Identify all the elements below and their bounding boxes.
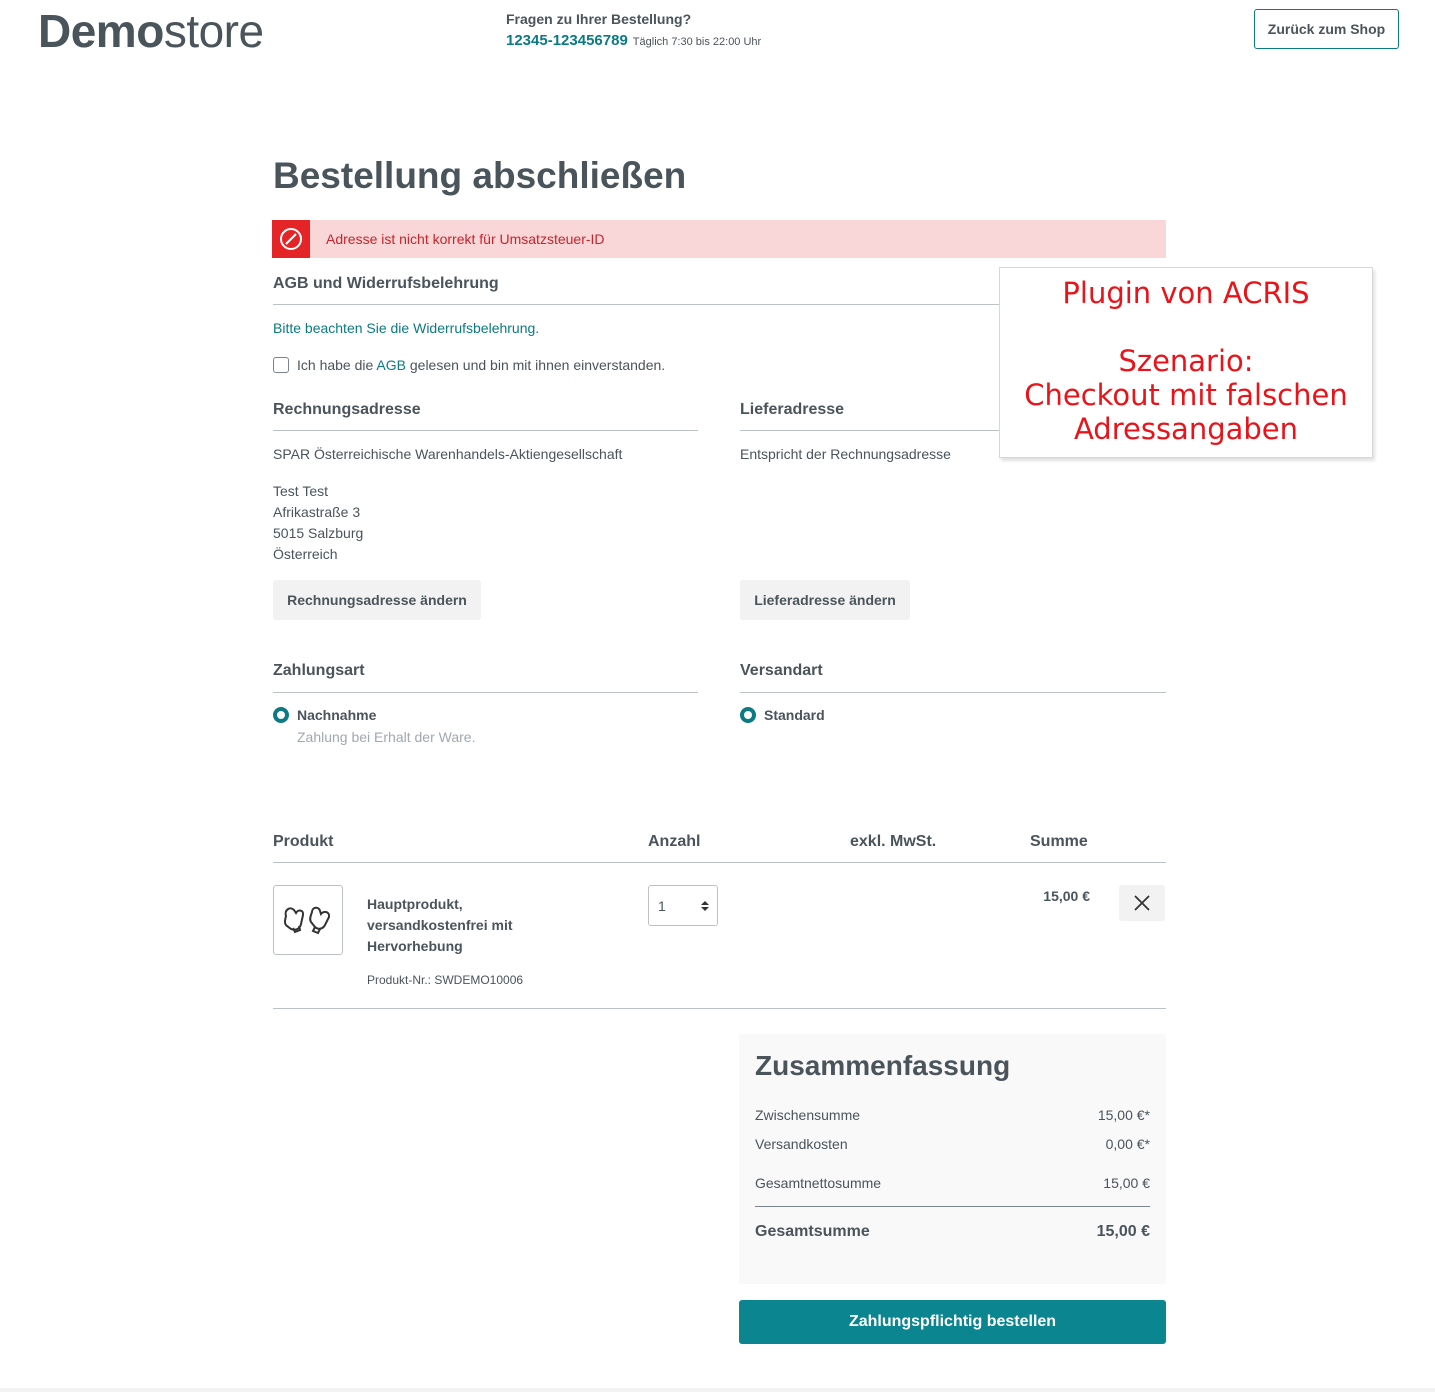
callout-line-1: Plugin von ACRIS: [1062, 276, 1310, 310]
payment-radio-nachnahme[interactable]: [273, 707, 289, 723]
alert-icon-box: [272, 220, 310, 258]
billing-name: Test Test: [273, 483, 328, 499]
grand-total-label: Gesamtsumme: [755, 1223, 870, 1240]
payment-divider: [273, 692, 698, 693]
shipping-same-as-billing: Entspricht der Rechnungsadresse: [740, 446, 951, 462]
select-arrows-icon: [701, 900, 709, 912]
agb-link[interactable]: AGB: [376, 357, 406, 373]
delivery-divider: [740, 692, 1166, 693]
payment-title: Zahlungsart: [273, 662, 365, 679]
shipping-divider: [740, 430, 1000, 431]
alert-message: Adresse ist nicht korrekt für Umsatzsteuer-ID: [326, 231, 605, 247]
close-icon: [1134, 895, 1150, 911]
terms-checkbox[interactable]: [273, 357, 289, 373]
order-summary: [739, 1034, 1166, 1284]
logo-bold-text: Demo: [38, 5, 164, 57]
revocation-notice-suffix: .: [535, 320, 540, 336]
summary-title: Zusammenfassung: [755, 1050, 1011, 1081]
payment-option-description: Zahlung bei Erhalt der Ware.: [297, 729, 476, 745]
callout-line-3: Szenario:: [1118, 344, 1254, 378]
remove-item-button[interactable]: [1119, 885, 1165, 921]
net-total-label: Gesamtnettosumme: [755, 1175, 882, 1191]
column-header-total: Summe: [1030, 833, 1088, 850]
summary-row-grand-total: [755, 1223, 1150, 1241]
product-thumbnail[interactable]: [273, 885, 343, 955]
column-header-net-price: exkl. MwSt.: [850, 833, 937, 850]
service-hotline: [506, 11, 761, 49]
page-title: Bestellung abschließen: [273, 155, 687, 196]
revocation-link[interactable]: Widerrufsbelehrung: [413, 320, 536, 336]
terms-checkbox-label[interactable]: [297, 355, 665, 376]
summary-row-shipping: [755, 1136, 1150, 1152]
column-header-quantity: Anzahl: [648, 833, 701, 850]
grand-total-value: 15,00 €: [1096, 1223, 1150, 1240]
store-logo[interactable]: [38, 6, 264, 56]
callout-line-2: [1000, 310, 1372, 344]
table-bottom-divider: [273, 1008, 1166, 1009]
billing-city: 5015 Salzburg: [273, 525, 364, 541]
subtotal-value: 15,00 €*: [1097, 1107, 1150, 1123]
shipping-cost-value: 0,00 €*: [1105, 1136, 1150, 1152]
summary-row-subtotal: [755, 1107, 1150, 1123]
revocation-notice-prefix: Bitte beachten Sie die: [273, 320, 414, 336]
delivery-radio-standard[interactable]: [740, 707, 756, 723]
callout-line-5: Adressangaben: [1073, 412, 1299, 446]
shipping-title: Lieferadresse: [740, 401, 845, 418]
callout-line-4: Checkout mit falschen: [1024, 378, 1348, 412]
product-number: Produkt-Nr.: SWDEMO10006: [367, 973, 524, 987]
hotline-hours: Täglich 7:30 bis 22:00 Uhr: [632, 36, 762, 48]
billing-title: Rechnungsadresse: [273, 401, 421, 418]
hotline-phone-link[interactable]: 12345-123456789: [506, 32, 628, 49]
subtotal-label: Zwischensumme: [755, 1107, 861, 1123]
billing-company: SPAR Österreichische Warenhandels-Aktiengesellschaft: [273, 446, 623, 462]
terms-label-suffix: gelesen und bin mit ihnen einverstanden.: [405, 357, 666, 373]
shipping-cost-label: Versandkosten: [755, 1136, 848, 1152]
quantity-value: 1: [658, 897, 666, 914]
back-to-shop-button[interactable]: Zurück zum Shop: [1254, 9, 1399, 49]
billing-street: Afrikastraße 3: [273, 504, 361, 520]
hotline-question: Fragen zu Ihrer Bestellung?: [506, 11, 692, 27]
summary-row-net-total: [755, 1175, 1150, 1191]
change-shipping-address-button[interactable]: Lieferadresse ändern: [740, 580, 910, 620]
logo-light-text: store: [163, 5, 264, 57]
terms-title: AGB und Widerrufsbelehrung: [273, 275, 499, 292]
footer-edge: [0, 1388, 1435, 1392]
payment-option-label[interactable]: Nachnahme: [297, 707, 377, 723]
delivery-title: Versandart: [740, 662, 823, 679]
table-header-divider: [273, 862, 1166, 863]
product-name-link[interactable]: Hauptprodukt, versandkostenfrei mit Hervorhebung: [367, 896, 513, 954]
error-alert: [272, 220, 1166, 258]
line-item-total: 15,00 €: [1043, 888, 1090, 904]
revocation-notice: [273, 318, 539, 339]
billing-divider: [273, 430, 698, 431]
column-header-product: Produkt: [273, 833, 334, 850]
billing-country: Österreich: [273, 546, 338, 562]
annotation-callout: [999, 267, 1373, 458]
quantity-select[interactable]: [648, 885, 718, 926]
forbidden-icon: [279, 227, 303, 251]
delivery-option-label[interactable]: Standard: [764, 707, 825, 723]
summary-divider: [755, 1206, 1150, 1207]
net-total-value: 15,00 €: [1103, 1175, 1150, 1191]
change-billing-address-button[interactable]: Rechnungsadresse ändern: [273, 580, 481, 620]
terms-label-prefix: Ich habe die: [297, 357, 377, 373]
place-order-button[interactable]: Zahlungspflichtig bestellen: [739, 1300, 1166, 1344]
mittens-icon: [280, 902, 336, 938]
